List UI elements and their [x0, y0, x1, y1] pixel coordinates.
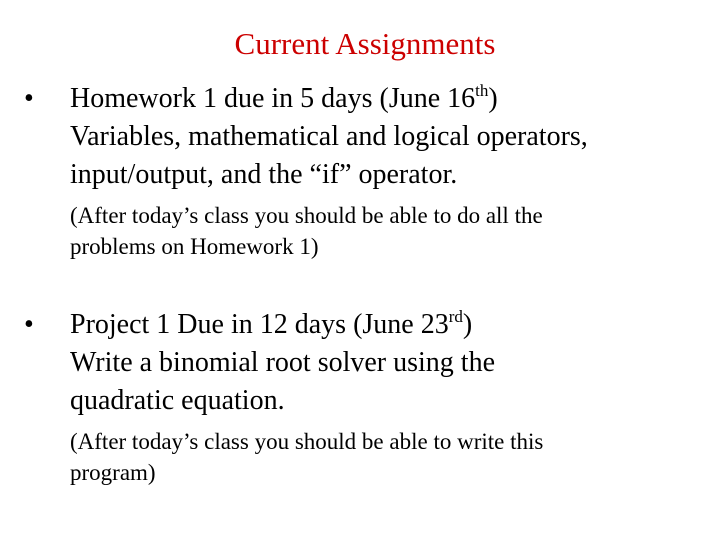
- project-description: [24, 344, 704, 420]
- project-heading-close: ): [462, 309, 473, 340]
- bullet-dot: •: [24, 309, 34, 340]
- slide-title: Current Assignments: [234, 26, 496, 61]
- project-note-line: program): [70, 460, 156, 485]
- homework-heading-close: ): [488, 83, 498, 114]
- project-note: [24, 426, 704, 488]
- bullet-dot: •: [24, 83, 34, 114]
- project-description-line: Write a binomial root solver using the: [70, 347, 496, 378]
- homework-date-suffix: th: [475, 81, 489, 100]
- homework-heading: [24, 80, 704, 118]
- homework-description-line: input/output, and the “if” operator.: [70, 159, 458, 190]
- project-heading-text: Project 1 Due in 12 days (June 23: [70, 309, 449, 340]
- homework-heading-text: Homework 1 due in 5 days (June 16: [70, 83, 476, 114]
- project-date-suffix: rd: [448, 307, 463, 326]
- homework-description: [24, 118, 704, 194]
- homework-note: [24, 200, 704, 262]
- project-bullet: [24, 306, 704, 488]
- homework-bullet: [24, 80, 704, 262]
- homework-note-line: problems on Homework 1): [70, 234, 319, 259]
- project-description-line: quadratic equation.: [70, 385, 285, 416]
- homework-note-line: (After today’s class you should be able to do all the: [70, 203, 543, 228]
- homework-description-line: Variables, mathematical and logical operators,: [70, 121, 588, 152]
- project-note-line: (After today’s class you should be able to write this: [70, 429, 544, 454]
- project-heading: [24, 306, 704, 344]
